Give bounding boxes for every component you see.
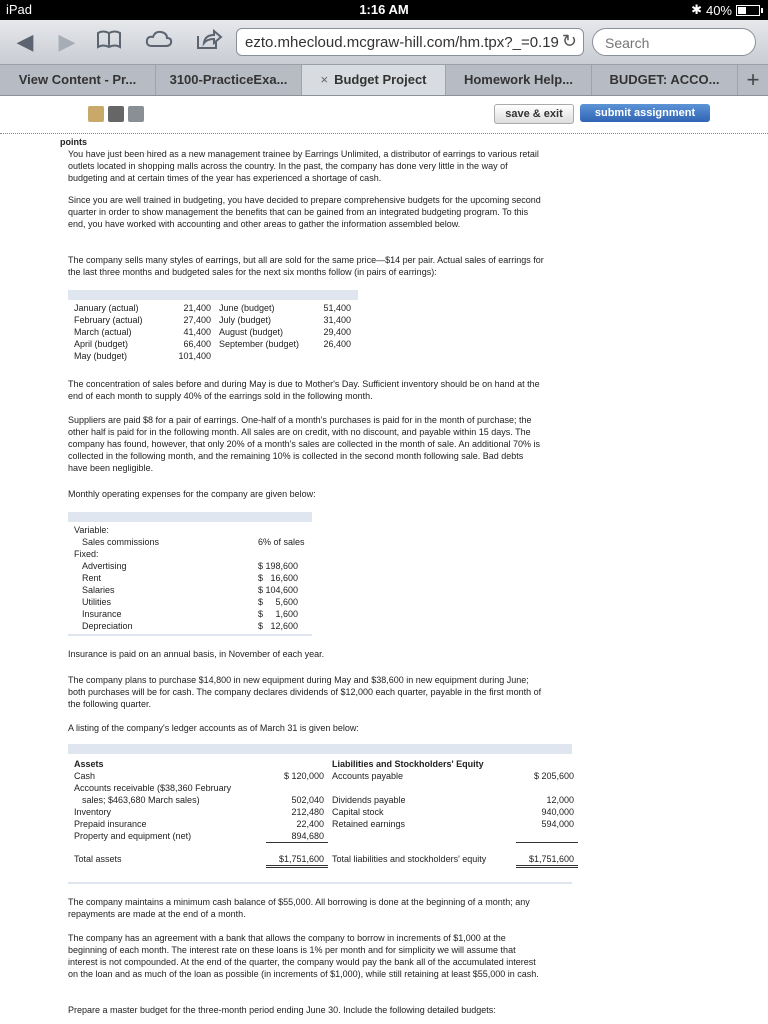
- table-row: April (budget) 66,400 September (budget) 26,400: [74, 339, 351, 349]
- table-row: Inventory 212,480 Capital stock 940,000: [74, 807, 574, 817]
- table-row: Utilities $ 5,600: [82, 597, 299, 607]
- back-arrow-icon[interactable]: ◀: [16, 29, 34, 54]
- table-row: May (budget) 101,400: [74, 351, 211, 361]
- table-row: Rent $ 16,600: [82, 573, 299, 583]
- clock: 1:16 AM: [359, 2, 409, 17]
- table-row: Salaries $ 104,600: [82, 585, 299, 595]
- save-exit-button[interactable]: save & exit: [494, 104, 574, 124]
- table-row: March (actual) 41,400 August (budget) 29,400: [74, 327, 351, 337]
- url-text: ezto.mhecloud.mcgraw-hill.com/hm.tpx?_=0.19: [245, 34, 559, 51]
- divider: [68, 634, 312, 636]
- table-row: February (actual) 27,400 July (budget) 31,400: [74, 315, 351, 325]
- submit-assignment-button[interactable]: submit assignment: [580, 104, 710, 122]
- points-label: points: [60, 137, 87, 147]
- book-icon[interactable]: [88, 106, 104, 122]
- cloud-icon[interactable]: [144, 28, 174, 56]
- new-tab-button[interactable]: +: [746, 67, 760, 92]
- sales-table: [70, 302, 355, 362]
- table-row: Cash $ 120,000 Accounts payable $ 205,600: [74, 771, 574, 781]
- tab-practice-exam[interactable]: 3100-PracticeExa...: [156, 65, 302, 95]
- table-row: Insurance $ 1,600: [82, 609, 299, 619]
- table-row: Total assets $1,751,600 Total liabilities and stockholders' equity $1,751,600: [70, 853, 578, 867]
- paragraph-6: Monthly operating expenses for the company are given below:: [68, 489, 316, 499]
- table-row: Depreciation $ 12,600: [82, 621, 299, 631]
- table-row: Fixed:: [74, 549, 99, 559]
- table-row: Assets Liabilities and Stockholders' Equity: [74, 759, 484, 769]
- table-row: Property and equipment (net) 894,680: [70, 830, 578, 843]
- paragraph-5: Suppliers are paid $8 for a pair of earrings. One-half of a month's purchases is paid for in the month of purchase; the other half is paid for in the following month. All sales are on credit, with no discount, and payable within 15 days. The company has found, however, that only 20% of a month's sales are collected in the month of sale. An additional 70% is collected in the following month, and the remaining 10% is collected in the second month following sale. Bad debts have been negligible.: [68, 415, 541, 473]
- reload-icon[interactable]: ↻: [561, 31, 577, 51]
- close-tab-icon[interactable]: ×: [320, 72, 329, 87]
- save-disk-icon[interactable]: [128, 106, 144, 122]
- browser-toolbar: [0, 20, 768, 65]
- search-input[interactable]: [603, 34, 747, 52]
- assignment-toolbar: [0, 96, 768, 134]
- battery-icon: [736, 5, 760, 16]
- forward-arrow-icon[interactable]: ▶: [58, 29, 76, 54]
- paragraph-7: Insurance is paid on an annual basis, in November of each year.: [68, 649, 325, 659]
- paragraph-2: Since you are well trained in budgeting, you have decided to prepare comprehensive budgets for the upcoming second quarter in order to show management the benefits that can be gained from an integrated budgeting program. To this end, you have worked with accounting and other areas to gather the information assembled below.: [68, 195, 541, 229]
- ledger-table: [70, 758, 578, 868]
- paragraph-8: The company plans to purchase $14,800 in new equipment during May and $38,600 in new equipment during June; both purchases will be for cash. The company declares dividends of $12,000 each quarter, payable in the first month of the following quarter.: [68, 675, 542, 709]
- divider: [0, 133, 768, 134]
- table-row: Advertising $ 198,600: [82, 561, 299, 571]
- table-header-bar: [68, 290, 358, 300]
- address-bar[interactable]: [236, 28, 584, 56]
- table-row: January (actual) 21,400 June (budget) 51,400: [74, 303, 351, 313]
- device-label: iPad: [6, 2, 33, 17]
- search-field[interactable]: [592, 28, 756, 56]
- paragraph-12: Prepare a master budget for the three-month period ending June 30. Include the following detailed budgets:: [68, 1005, 496, 1015]
- table-row: Prepaid insurance 22,400 Retained earnings 594,000: [74, 819, 574, 829]
- tab-bar: [0, 65, 768, 96]
- expenses-table: [70, 524, 318, 632]
- tab-budget-acco[interactable]: BUDGET: ACCO...: [592, 65, 738, 95]
- tab-homework-help[interactable]: Homework Help...: [446, 65, 592, 95]
- print-icon[interactable]: [108, 106, 124, 122]
- tab-view-content[interactable]: View Content - Pr...: [0, 65, 156, 95]
- battery-percent: 40%: [705, 2, 732, 18]
- table-row: [70, 843, 578, 853]
- status-bar: [0, 0, 768, 20]
- paragraph-3: The company sells many styles of earrings, but all are sold for the same price—$14 per pair. Actual sales of earrings for the last three months and budgeted sales for the next six months follow (in pairs of earrings):: [68, 255, 544, 277]
- bookmarks-icon[interactable]: [94, 28, 124, 56]
- intro-paragraph: You have just been hired as a new management trainee by Earrings Unlimited, a distributor of earrings to various retail outlets located in shopping malls across the country. In the past, the company has done very little in the way of budgeting and at certain times of the year has experienced a shortage of cash.: [68, 149, 539, 183]
- table-row: Sales commissions 6% of sales: [82, 537, 305, 547]
- battery-indicator: [691, 2, 760, 18]
- bluetooth-icon: ✱: [691, 2, 702, 17]
- share-icon[interactable]: [194, 28, 224, 56]
- table-header-bar: [68, 744, 572, 754]
- paragraph-9: A listing of the company's ledger accounts as of March 31 is given below:: [68, 723, 359, 733]
- paragraph-10: The company maintains a minimum cash balance of $55,000. All borrowing is done at the beginning of a month; any repayments are made at the end of a month.: [68, 897, 530, 919]
- divider: [68, 882, 572, 884]
- paragraph-4: The concentration of sales before and during May is due to Mother's Day. Sufficient inventory should be on hand at the end of each month to supply 40% of the earrings sold in the following month.: [68, 379, 540, 401]
- table-row: sales; $463,680 March sales) 502,040 Dividends payable 12,000: [82, 795, 574, 805]
- paragraph-11: The company has an agreement with a bank that allows the company to borrow in increments of $1,000 at the beginning of each month. The interest rate on these loans is 1% per month and for simplicity we will assume that interest is not compounded. At the end of the quarter, the company would pay the bank all of the accumulated interest on the loan and as much of the loan as possible (in increments of $1,000), while still retaining at least $55,000 in cash.: [68, 933, 539, 979]
- table-row: Accounts receivable ($38,360 February: [74, 783, 232, 793]
- tab-budget-project[interactable]: × Budget Project: [302, 65, 446, 95]
- table-header-bar: [68, 512, 312, 522]
- table-row: Variable:: [74, 525, 109, 535]
